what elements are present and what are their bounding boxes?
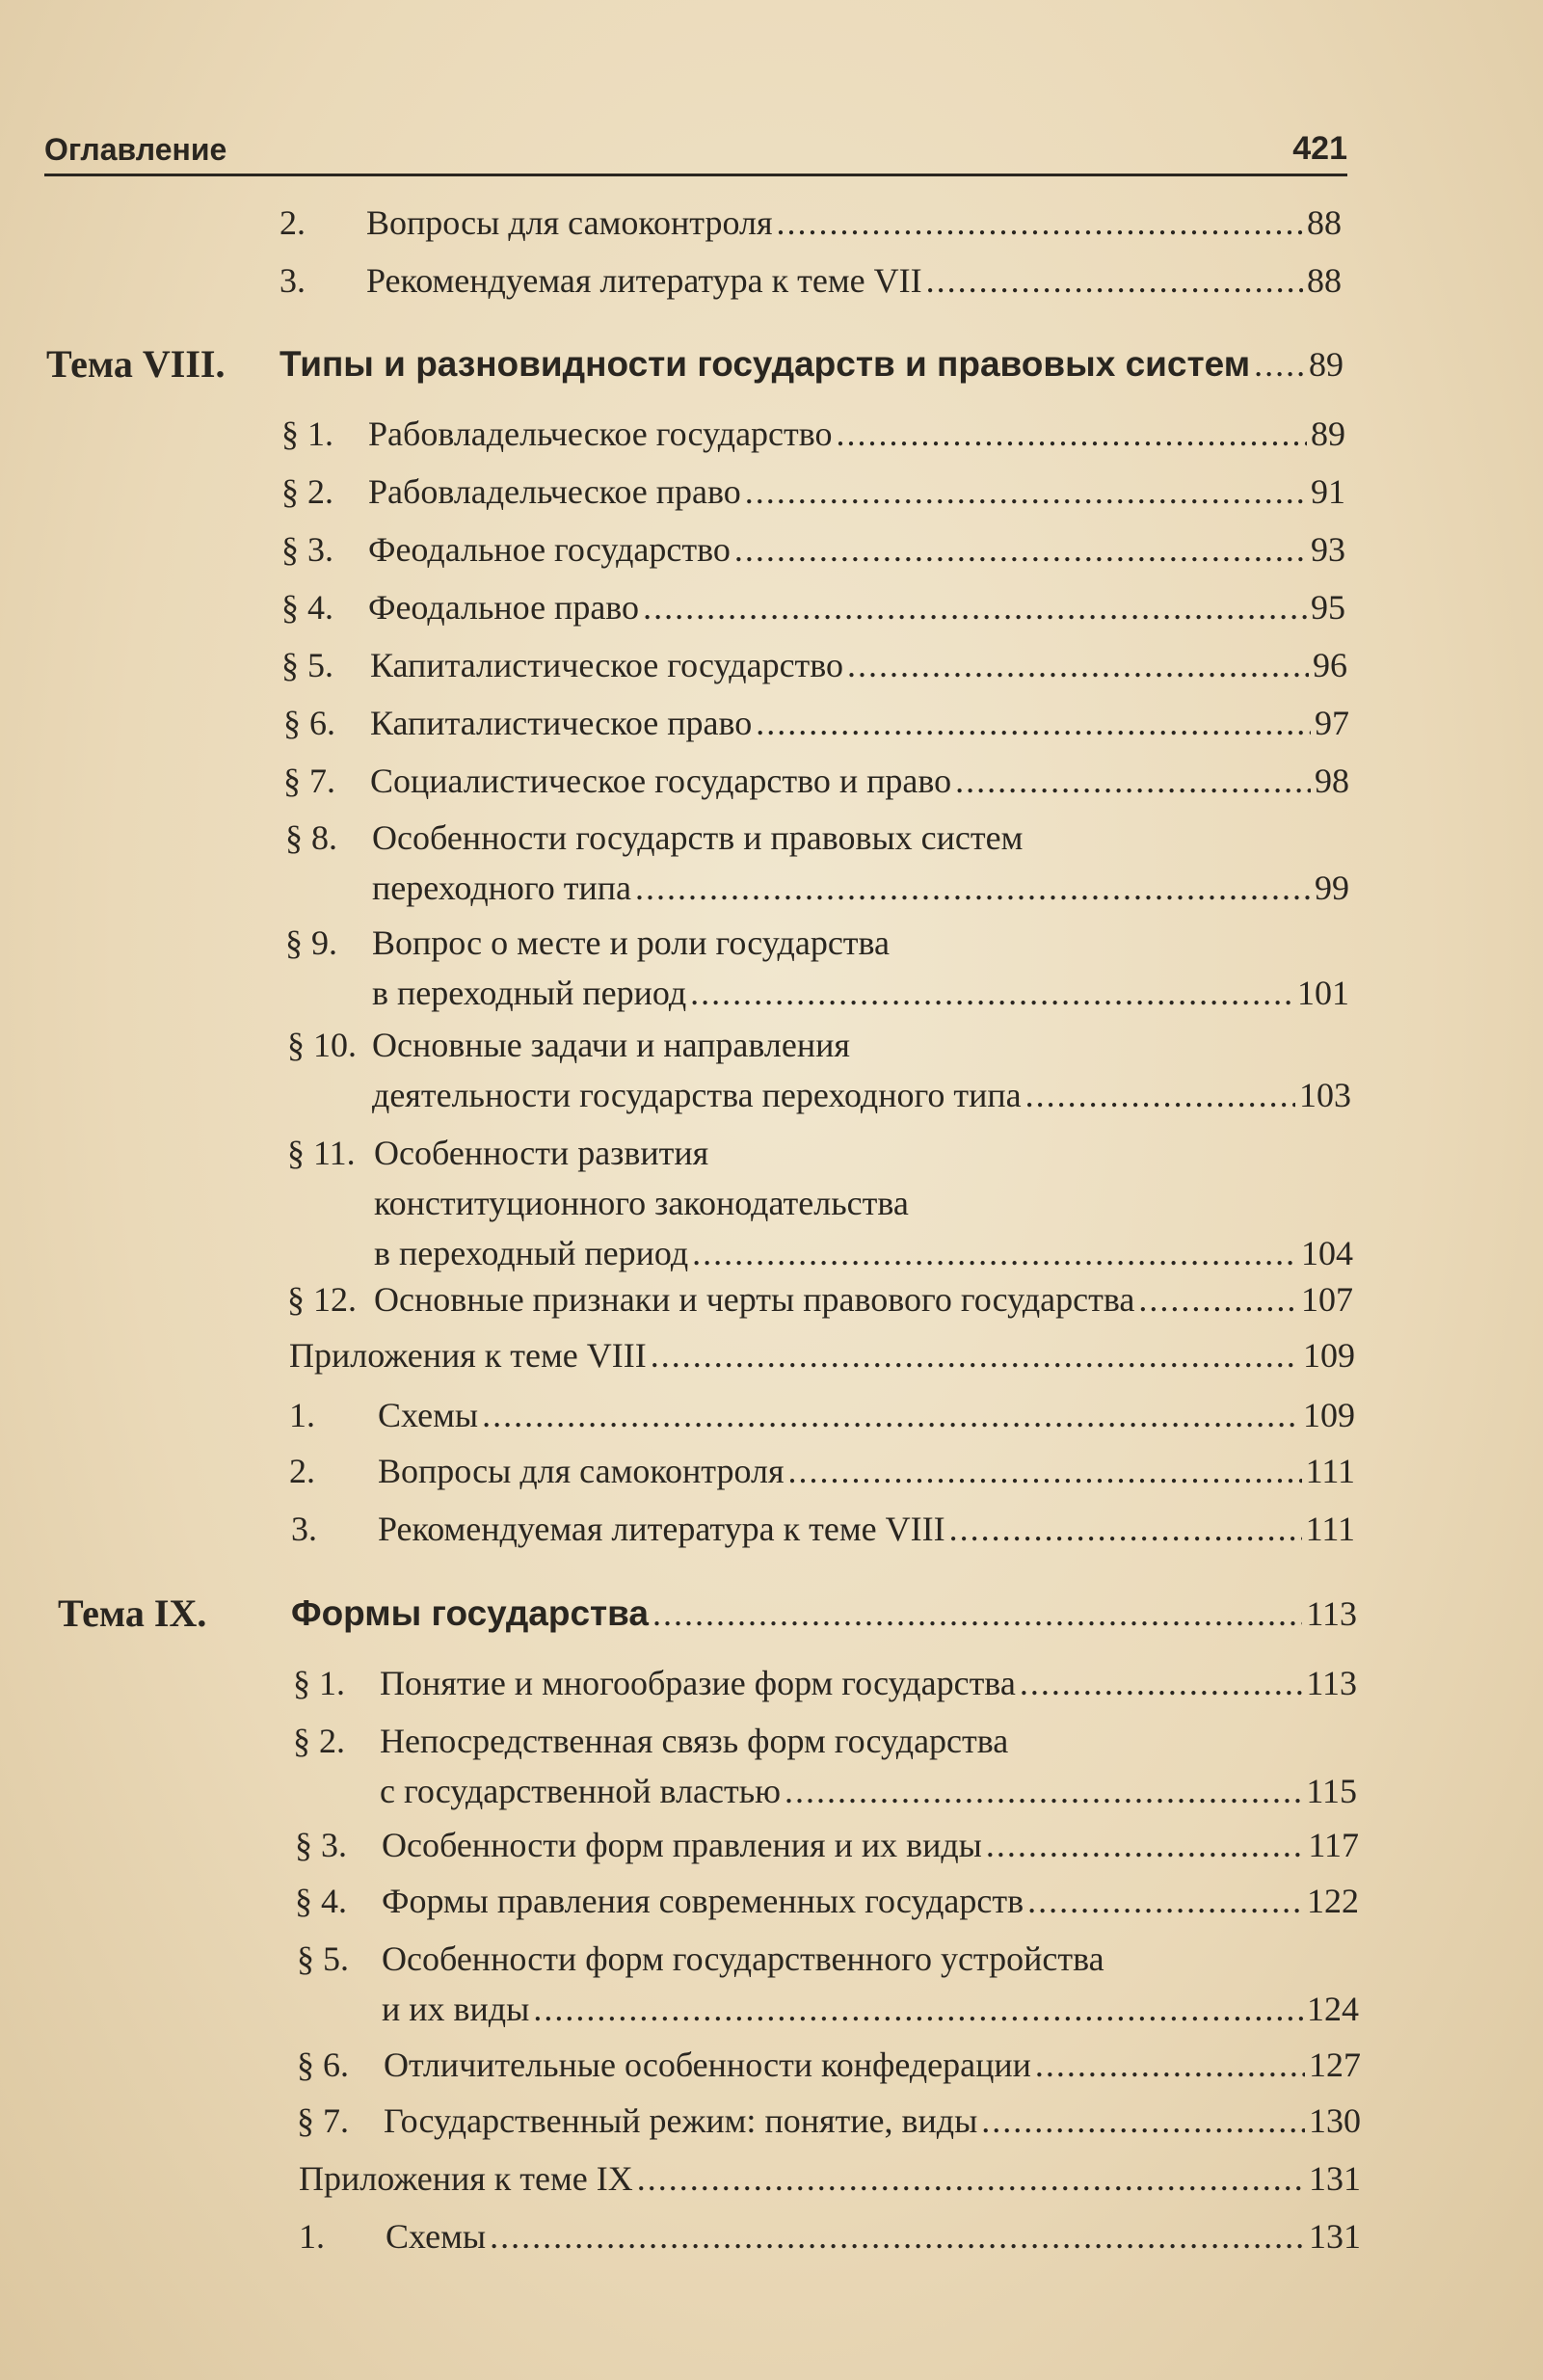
dot-leader [981,2096,1305,2146]
dot-leader [847,640,1309,690]
entry-page-number: 96 [1313,646,1347,684]
section-number: § 2. [281,472,333,511]
entry-title: Особенности форм правления и их виды [382,1826,982,1864]
section-number: § 11. [287,1134,356,1172]
section-number: § 12. [287,1280,357,1319]
section-number: 3. [291,1510,317,1548]
header-title: Оглавление [44,132,227,167]
entry-title: Понятие и многообразие форм государства [380,1664,1016,1702]
section-number: § 2. [293,1722,345,1760]
entry-title: Основные задачи и направления [372,1026,850,1064]
entry-page-number: 115 [1306,1772,1357,1810]
entry-page-number: 97 [1315,704,1349,742]
dot-leader [788,1446,1302,1496]
dot-leader [643,582,1307,632]
dot-leader [926,255,1303,306]
section-number: § 3. [295,1826,347,1864]
dot-leader [690,968,1293,1018]
section-number: § 8. [285,818,337,857]
section-number: § 3. [281,530,333,569]
entry-title: Схемы [378,1396,479,1434]
entry-title: Основные признаки и черты правового государства [374,1280,1135,1319]
dot-leader [1020,1658,1303,1708]
entry-title: Формы государства [291,1593,650,1633]
entry-page-number: 111 [1305,1510,1355,1548]
entry-page-number: 103 [1299,1076,1351,1114]
entry-title: Феодальное право [368,588,640,627]
dot-leader [734,524,1307,575]
dot-leader [1025,1070,1295,1120]
section-number: § 1. [293,1664,345,1702]
entry-page-number: 109 [1303,1336,1355,1375]
entry-page-number: 88 [1307,261,1342,300]
entry-title-last-line: деятельности государства переходного типа [372,1076,1022,1114]
dot-leader [756,698,1311,748]
dot-leader [785,1766,1302,1816]
entry-page-number: 104 [1301,1234,1353,1272]
entry-page-number: 95 [1311,588,1345,627]
section-number: § 5. [281,646,333,684]
entry-title: Капиталистическое право [370,704,753,742]
dot-leader [533,1984,1303,2034]
dot-leader [635,863,1311,913]
entry-page-number: 130 [1309,2101,1361,2140]
entry-title: Вопрос о месте и роли государства [372,923,891,962]
dot-leader [986,1820,1304,1870]
entry-page-number: 89 [1311,414,1345,453]
entry-title: Типы и разновидности государств и правовых систем [279,344,1251,384]
dot-leader [1027,1876,1303,1926]
section-number: 3. [279,261,306,300]
dot-leader [777,198,1303,248]
entry-title: Рабовладельческое государство [368,414,833,453]
section-number: § 7. [297,2101,349,2140]
entry-title-last-line: в переходный период [372,974,687,1012]
dot-leader [692,1228,1297,1278]
dot-leader [652,1589,1302,1639]
entry-title: Отличительные особенности конфедерации [384,2046,1031,2084]
section-number: 1. [289,1396,315,1434]
dot-leader [837,409,1307,459]
entry-title-last-line: и их виды [382,1990,530,2028]
entry-page-number: 127 [1309,2046,1361,2084]
entry-title: Схемы [386,2217,487,2256]
entry-page-number: 131 [1309,2217,1361,2256]
page-header [44,116,1347,176]
entry-page-number: 98 [1315,762,1349,800]
section-number: § 1. [281,414,333,453]
entry-title: Особенности форм государственного устройства [382,1939,1104,1978]
entry-page-number: 122 [1307,1882,1359,1920]
entry-title: Вопросы для самоконтроля [366,203,773,242]
dot-leader [490,2211,1305,2261]
section-number: 2. [279,203,306,242]
entry-page-number: 109 [1303,1396,1355,1434]
entry-page-number: 124 [1307,1990,1359,2028]
entry-page-number: 113 [1306,1664,1357,1702]
dot-leader [955,756,1311,806]
entry-title: Рекомендуемая литература к теме VIII [378,1510,945,1548]
entry-page-number: 88 [1307,203,1342,242]
entry-page-number: 113 [1306,1594,1357,1633]
header-page-number: 421 [1292,130,1347,167]
dot-leader [651,1330,1299,1380]
entry-title: Вопросы для самоконтроля [378,1452,785,1490]
entry-title: Капиталистическое государство [370,646,844,684]
entry-title: Рекомендуемая литература к теме VII [366,261,922,300]
section-number: § 7. [283,762,335,800]
entry-page-number: 107 [1301,1280,1353,1319]
entry-page-number: 91 [1311,472,1345,511]
entry-page-number: 89 [1309,345,1343,384]
entry-title: Рабовладельческое право [368,472,741,511]
entry-title: Социалистическое государство и право [370,762,952,800]
entry-page-number: 111 [1305,1452,1355,1490]
theme-number: Тема IX. [58,1591,207,1635]
entry-title: Особенности развития конституционного законодательства [374,1134,909,1222]
section-number: § 9. [285,923,337,962]
dot-leader [637,2153,1305,2204]
dot-leader [1138,1274,1297,1324]
entry-page-number: 117 [1308,1826,1359,1864]
section-number: 2. [289,1452,315,1490]
entry-title: Особенности государств и правовых систем [372,818,1024,857]
entry-page-number: 93 [1311,530,1345,569]
entry-title-last-line: с государственной властью [380,1772,782,1810]
dot-leader [482,1390,1299,1440]
theme-number: Тема VIII. [46,342,226,386]
section-number: § 4. [295,1882,347,1920]
section-number: § 4. [281,588,333,627]
section-number: 1. [299,2217,325,2256]
dot-leader [1254,339,1305,389]
entry-title: Формы правления современных государств [382,1882,1024,1920]
entry-page-number: 101 [1297,974,1349,1012]
entry-title-last-line: в переходный период [374,1234,689,1272]
dot-leader [1035,2040,1305,2090]
entry-title: Приложения к теме VIII [289,1336,647,1375]
entry-page-number: 99 [1315,869,1349,907]
section-number: § 5. [297,1939,349,1978]
section-number: § 6. [283,704,335,742]
section-number: § 6. [297,2046,349,2084]
entry-title: Феодальное государство [368,530,731,569]
entry-title: Приложения к теме IX [299,2159,633,2198]
entry-page-number: 131 [1309,2159,1361,2198]
dot-leader [745,467,1307,517]
entry-title-last-line: переходного типа [372,869,632,907]
entry-title: Непосредственная связь форм государства [380,1722,1009,1760]
entry-title: Государственный режим: понятие, виды [384,2101,978,2140]
dot-leader [949,1504,1302,1554]
section-number: § 10. [287,1026,357,1064]
